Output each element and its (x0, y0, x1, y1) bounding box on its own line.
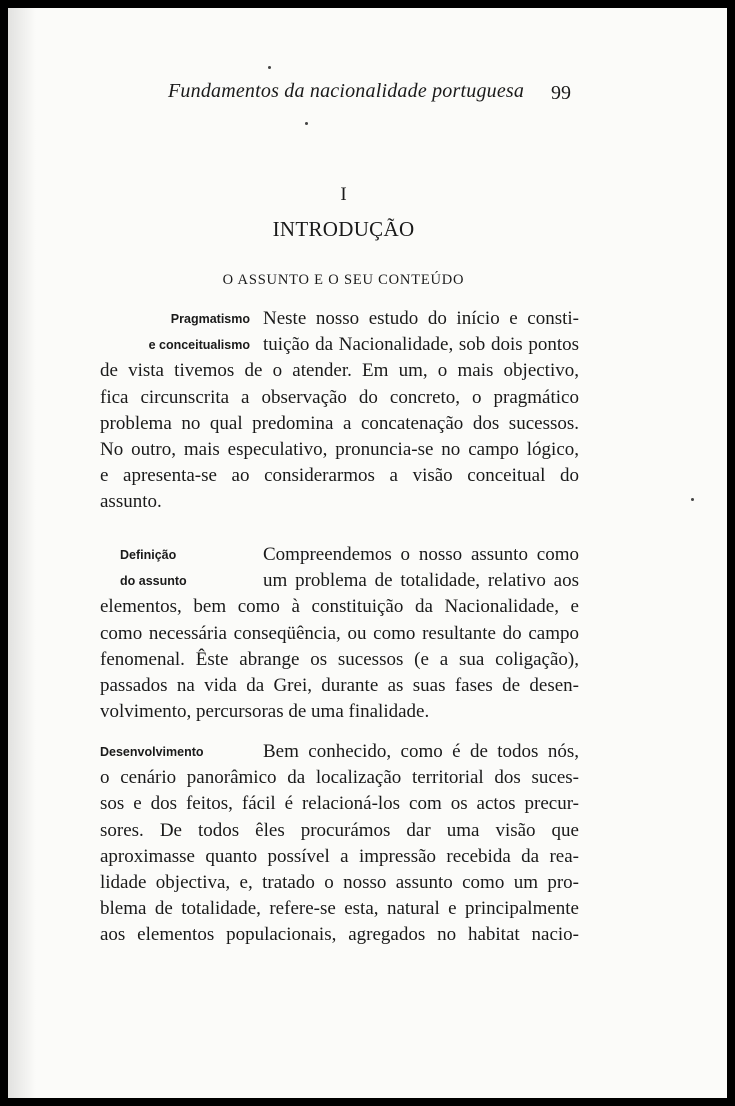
print-speck (305, 122, 308, 125)
text-line: Neste nosso estudo do início e consti- (263, 308, 579, 329)
margin-note-line: Definição (120, 548, 177, 562)
text-line: Compreendemos o nosso assunto como (263, 544, 579, 565)
text-line: sos e dos feitos, fácil é relacioná-los com os actos precur- (100, 793, 579, 815)
running-title: Fundamentos da nacionalidade portuguesa (168, 80, 525, 102)
paragraph-desenvolvimento (100, 739, 579, 949)
text-line: problema no qual predomina a concatenação dos sucessos. (100, 412, 579, 434)
chapter-number: I (340, 184, 347, 205)
book-page (8, 8, 727, 1098)
margin-note-line: Desenvolvimento (100, 745, 204, 759)
chapter-title: INTRODUÇÃO (272, 217, 415, 241)
text-line: assunto. (100, 491, 162, 513)
text-line: fica circunscrita a observação do concreto, o pragmático (100, 386, 579, 408)
print-speck (268, 66, 271, 69)
text-line: aos elementos populacionais, agregados no habitat nacio- (100, 924, 579, 946)
section-subtitle: O ASSUNTO E O SEU CONTEÚDO (222, 272, 465, 288)
text-line: No outro, mais especulativo, pronuncia-se no campo lógico, (100, 438, 579, 460)
margin-note-line: do assunto (120, 574, 187, 589)
text-line: Bem conhecido, como é de todos nós, (263, 741, 579, 762)
text-line: elementos, bem como à constituição da Nacionalidade, e (100, 596, 579, 618)
text-line: como necessária conseqüência, ou como resultante do campo (100, 622, 579, 644)
margin-note-line: e conceitualismo (148, 338, 250, 353)
text-line: volvimento, percursoras de uma finalidade. (100, 701, 430, 723)
text-line: de vista tivemos de o atender. Em um, o mais objectivo, (100, 360, 579, 382)
text-line: blema de totalidade, refere-se esta, natural e principalmente (100, 898, 579, 920)
paragraph-definicao (100, 542, 579, 725)
print-speck (691, 498, 694, 501)
text-line: tuição da Nacionalidade, sob dois pontos (263, 334, 579, 356)
text-line: lidade objectiva, e, tratado o nosso assunto como um pro- (100, 871, 579, 893)
margin-note-line: Pragmatismo (170, 312, 250, 326)
text-line: um problema de totalidade, relativo aos (263, 570, 579, 592)
paragraph-pragmatismo (100, 306, 579, 516)
page-number: 99 (551, 82, 571, 104)
text-line: sores. De todos êles procurámos dar uma visão que (100, 819, 579, 841)
text-line: fenomenal. Êste abrange os sucessos (e a sua coligação), (100, 648, 579, 670)
text-line: o cenário panorâmico da localização territorial dos suces- (100, 767, 579, 789)
text-line: e apresenta-se ao considerarmos a visão conceitual do (100, 465, 579, 487)
text-line: passados na vida da Grei, durante as suas fases de desen- (100, 674, 579, 696)
text-line: aproximasse quanto possível a impressão recebida da rea- (100, 845, 579, 867)
